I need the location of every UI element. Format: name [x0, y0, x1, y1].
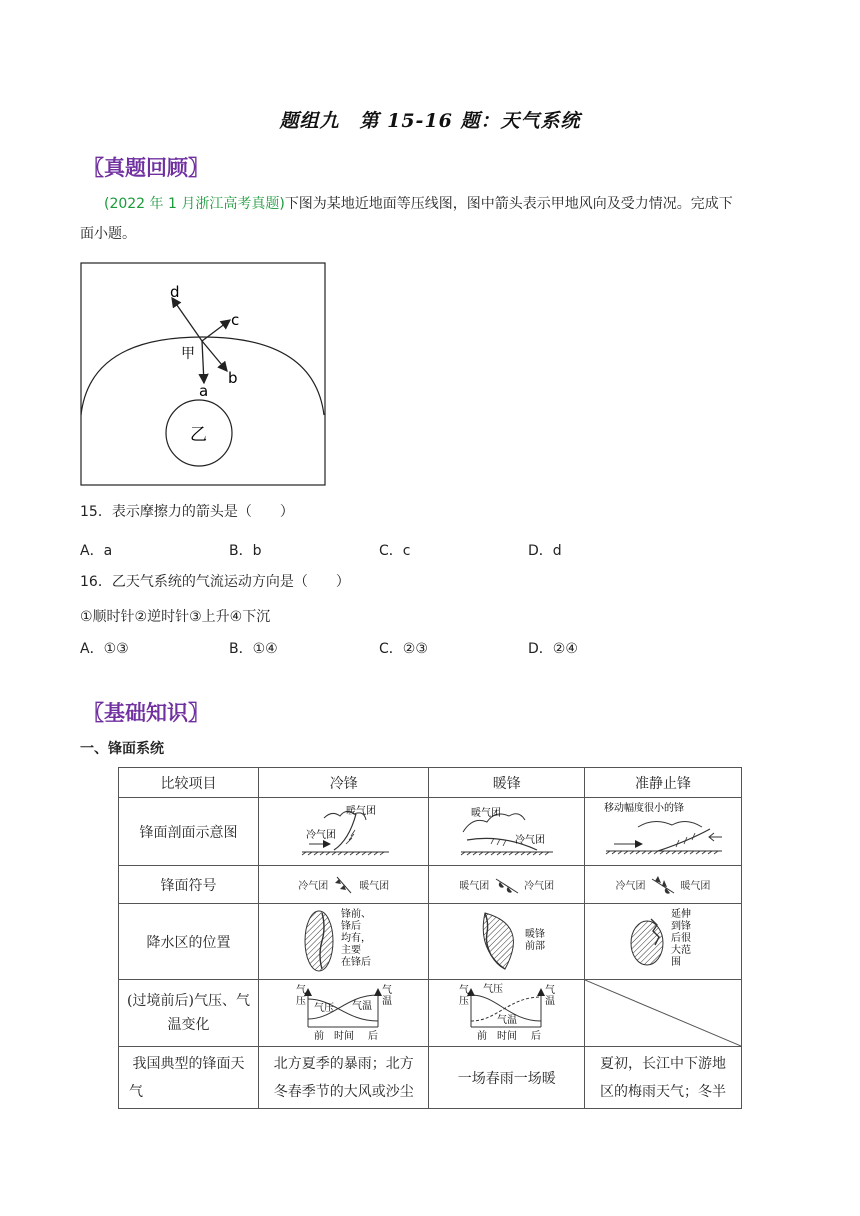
row-label-rain: 降水区的位置 [119, 904, 259, 980]
warm-front-profile-diagram [457, 800, 557, 860]
question-text-line2: 面小题。 [80, 226, 136, 242]
label-b: b [228, 369, 238, 387]
warm-front-change-graph [457, 981, 557, 1041]
stationary-symbol-cell [584, 866, 741, 904]
cold-graph-temp: 气温 [351, 1001, 372, 1012]
stationary-profile-note: 移动幅度很小的锋 [603, 802, 684, 814]
warm-profile-warm-label: 暖气团 [470, 807, 501, 819]
warm-symbol-cell [429, 866, 585, 904]
stationary-front-profile-diagram [598, 799, 728, 861]
section-heading-review: 〖真题回顾〗 [83, 156, 209, 180]
label-a: a [199, 382, 209, 400]
warm-rain-text-1: 暖锋 [524, 928, 545, 940]
question-intro [104, 192, 784, 216]
cold-graph-yl-2: 压 [295, 996, 306, 1007]
stationary-rain-text-4: 大范 [670, 944, 691, 956]
row-label-symbol: 锋面符号 [119, 866, 259, 904]
warm-symbol-right: 冷气团 [524, 880, 555, 892]
header-stationary: 准静止锋 [584, 768, 741, 798]
q16-option-b[interactable]: B．①④ [229, 641, 278, 657]
q16-option-c[interactable]: C．②③ [379, 641, 428, 657]
warm-rain-cell [429, 904, 585, 980]
label-jia: 甲 [181, 346, 195, 362]
warm-profile-cold-label: 冷气团 [514, 834, 545, 846]
stationary-change-cell [584, 980, 741, 1047]
cold-profile-cold-label: 冷气团 [305, 829, 336, 841]
stationary-symbol-right: 暖气团 [680, 880, 711, 892]
cold-rain-text-1: 锋前、 [340, 908, 371, 920]
cold-rain-text-5: 在锋后 [340, 956, 371, 968]
cold-profile-warm-label: 暖气团 [345, 805, 376, 817]
cold-rain-cell [259, 904, 429, 980]
cold-graph-pressure: 气压 [313, 1003, 334, 1014]
stationary-rain-cell [584, 904, 741, 980]
q16-stem: 16．乙天气系统的气流运动方向是（ ） [80, 574, 350, 590]
subsection-fronts: 一、锋面系统 [80, 741, 164, 757]
header-cold: 冷锋 [259, 768, 429, 798]
label-yi: 乙 [190, 425, 207, 445]
warm-graph-yl-2: 压 [458, 996, 469, 1007]
q16-option-a[interactable]: A．①③ [80, 641, 129, 657]
cold-front-change-graph [294, 981, 394, 1041]
row-label-change-line1: (过境前后)气压、气 [127, 993, 250, 1009]
warm-symbol-left: 暖气团 [459, 880, 490, 892]
cold-graph-yr-2: 温 [381, 996, 392, 1007]
q15-stem: 15．表示摩擦力的箭头是（ ） [80, 504, 294, 520]
warm-graph-yr-2: 温 [544, 996, 555, 1007]
cold-symbol-left: 冷气团 [298, 880, 329, 892]
stationary-rain-text-1: 延伸 [670, 908, 691, 920]
warm-typical: 一场春雨一场暖 [429, 1047, 585, 1109]
cold-profile-cell [259, 798, 429, 866]
cold-typical-line2: 冬春季节的大风或沙尘 [273, 1083, 414, 1100]
warm-change-cell [429, 980, 585, 1047]
table-row-typical [119, 1047, 742, 1109]
warm-graph-x-after: 后 [530, 1031, 541, 1041]
row-label-profile: 锋面剖面示意图 [119, 798, 259, 866]
page-title: 题组九 第 15-16 题：天气系统 [279, 110, 581, 132]
stationary-profile-cell [584, 798, 741, 866]
q15-option-b[interactable]: B．b [229, 543, 262, 559]
warm-graph-yl-1: 气 [458, 985, 469, 996]
table-row-rain [119, 904, 742, 980]
table-header-row [119, 768, 742, 798]
cold-graph-yr-1: 气 [381, 985, 392, 996]
stationary-rain-text-2: 到锋 [670, 920, 691, 932]
label-c: c [231, 311, 240, 329]
q15-option-c[interactable]: C．c [379, 543, 411, 559]
label-d: d [170, 283, 180, 301]
cold-symbol-cell [259, 866, 429, 904]
stationary-rain-text-5: 围 [670, 956, 681, 968]
q16-choices: ①顺时针②逆时针③上升④下沉 [80, 609, 271, 625]
warm-graph-x-time: 时间 [496, 1031, 517, 1041]
stationary-typical-line2: 区的梅雨天气；冬半 [599, 1083, 726, 1100]
cold-graph-x-time: 时间 [333, 1031, 354, 1041]
table-row-change [119, 980, 742, 1047]
warm-front-rain-diagram [457, 905, 557, 975]
stationary-typical-line1: 夏初，长江中下游地 [599, 1055, 726, 1072]
warm-rain-text-2: 前部 [524, 940, 545, 952]
stationary-rain-text-3: 后很 [670, 932, 691, 944]
stationary-symbol-left: 冷气团 [615, 880, 646, 892]
question-text-line1: 下图为某地近地面等压线图，图中箭头表示甲地风向及受力情况。完成下 [284, 196, 733, 212]
cold-front-rain-diagram [289, 905, 399, 975]
question-source: (2022 年 1 月浙江高考真题) [104, 196, 285, 212]
q15-option-d[interactable]: D．d [528, 543, 562, 559]
stationary-front-symbol-icon [650, 875, 676, 895]
section-heading-basics: 〖基础知识〗 [83, 701, 209, 725]
row-label-typical-line2: 气 [129, 1083, 143, 1100]
cold-graph-x-after: 后 [367, 1031, 378, 1041]
warm-graph-pressure: 气压 [482, 984, 503, 995]
fronts-table [118, 767, 742, 1109]
warm-profile-cell [429, 798, 585, 866]
q15-option-a[interactable]: A．a [80, 543, 113, 559]
cold-symbol-right: 暖气团 [359, 880, 390, 892]
header-warm: 暖锋 [429, 768, 585, 798]
empty-cell-diagonal [585, 980, 741, 1046]
stationary-front-rain-diagram [613, 905, 713, 975]
row-label-change-line2: 温变化 [167, 1017, 210, 1033]
cold-typical-line1: 北方夏季的暴雨；北方 [273, 1055, 414, 1072]
cold-graph-yl-1: 气 [295, 985, 306, 996]
warm-graph-yr-1: 气 [544, 985, 555, 996]
table-row-profile [119, 798, 742, 866]
cold-change-cell [259, 980, 429, 1047]
cold-rain-text-3: 均有， [340, 932, 371, 944]
cold-graph-x-before: 前 [313, 1031, 324, 1041]
row-label-typical-line1: 我国典型的锋面天 [132, 1055, 245, 1072]
q16-option-d[interactable]: D．②④ [528, 641, 578, 657]
warm-front-symbol-icon [494, 875, 520, 895]
header-item: 比较项目 [119, 768, 259, 798]
cold-front-symbol-icon [333, 875, 355, 895]
cold-front-profile-diagram [294, 800, 394, 860]
isobar-figure [80, 262, 326, 486]
table-row-symbol [119, 866, 742, 904]
cold-rain-text-2: 锋后 [340, 920, 361, 932]
warm-graph-x-before: 前 [476, 1031, 487, 1041]
cold-rain-text-4: 主要 [340, 944, 361, 956]
warm-graph-temp: 气温 [496, 1015, 517, 1026]
